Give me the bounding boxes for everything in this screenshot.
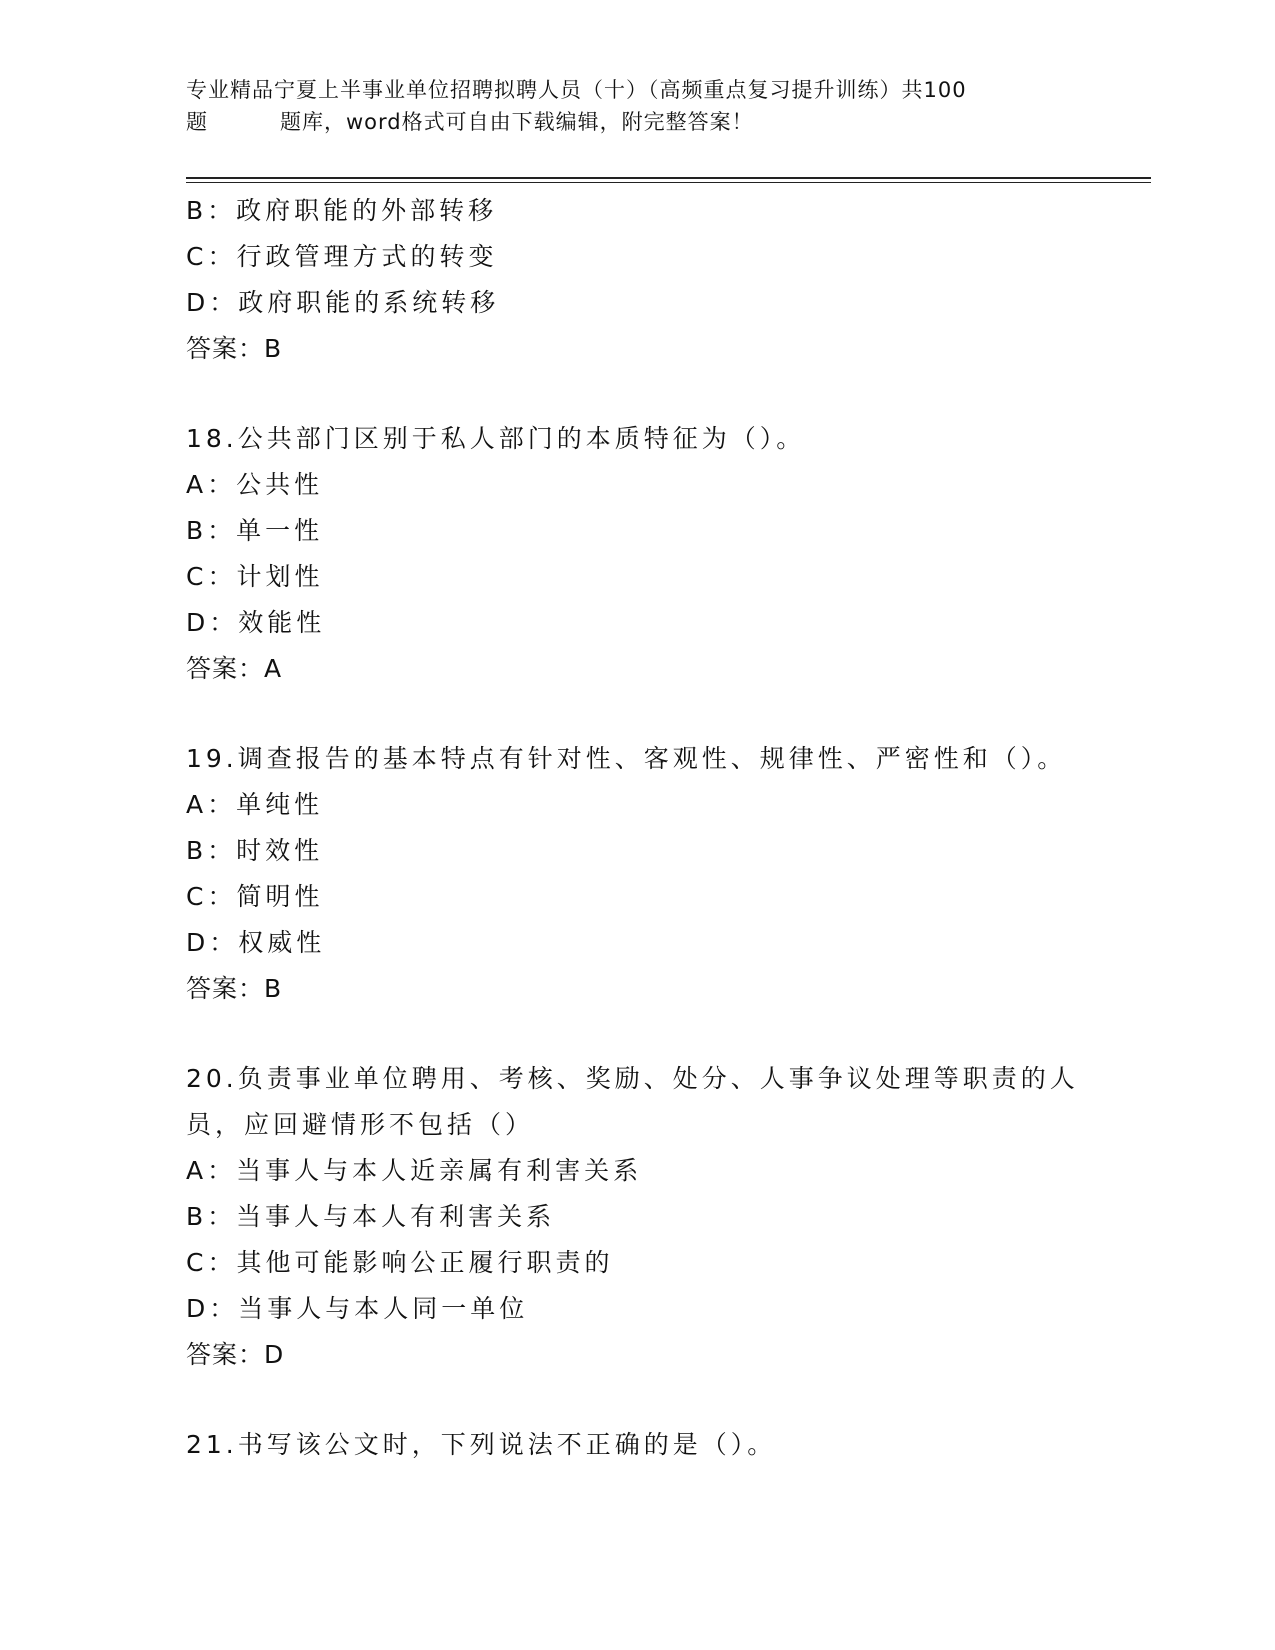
answer-line: 答案：A	[186, 654, 283, 683]
option-line: B：单一性	[186, 516, 324, 545]
option-line: D：效能性	[186, 608, 326, 637]
question-stem: 19.调查报告的基本特点有针对性、客观性、规律性、严密性和（）。	[186, 744, 1067, 773]
document-header	[186, 74, 1086, 138]
option-line: D：政府职能的系统转移	[186, 288, 500, 317]
option-line: B：时效性	[186, 836, 324, 865]
answer-line: 答案：B	[186, 334, 283, 363]
answer-line: 答案：D	[186, 1340, 285, 1369]
header-title-line2-start: 题	[186, 110, 208, 134]
question-stem: 21.书写该公文时，下列说法不正确的是（）。	[186, 1430, 777, 1459]
answer-line: 答案：B	[186, 974, 283, 1003]
header-title-line1: 专业精品宁夏上半事业单位招聘拟聘人员（十）（高频重点复习提升训练）共100	[186, 78, 967, 102]
option-line: C：其他可能影响公正履行职责的	[186, 1248, 614, 1277]
option-line: B：当事人与本人有利害关系	[186, 1202, 556, 1231]
option-line: A：单纯性	[186, 790, 324, 819]
option-line: A：当事人与本人近亲属有利害关系	[186, 1156, 643, 1185]
option-line: B：政府职能的外部转移	[186, 196, 498, 225]
header-rule-thick	[186, 177, 1151, 179]
header-title-line2-end: 题库，word格式可自由下载编辑，附完整答案！	[280, 110, 754, 134]
option-line: C：行政管理方式的转变	[186, 242, 498, 271]
question-content	[186, 188, 1126, 1468]
option-line: A：公共性	[186, 470, 324, 499]
question-stem: 20.负责事业单位聘用、考核、奖励、处分、人事争议处理等职责的人	[186, 1064, 1079, 1093]
question-stem: 18.公共部门区别于私人部门的本质特征为（）。	[186, 424, 806, 453]
question-stem: 员，应回避情形不包括（）	[186, 1110, 535, 1139]
option-line: C：计划性	[186, 562, 324, 591]
option-line: D：当事人与本人同一单位	[186, 1294, 529, 1323]
header-title-line2	[186, 106, 1086, 138]
header-rule-thin	[186, 182, 1151, 183]
option-line: C：简明性	[186, 882, 324, 911]
option-line: D：权威性	[186, 928, 326, 957]
